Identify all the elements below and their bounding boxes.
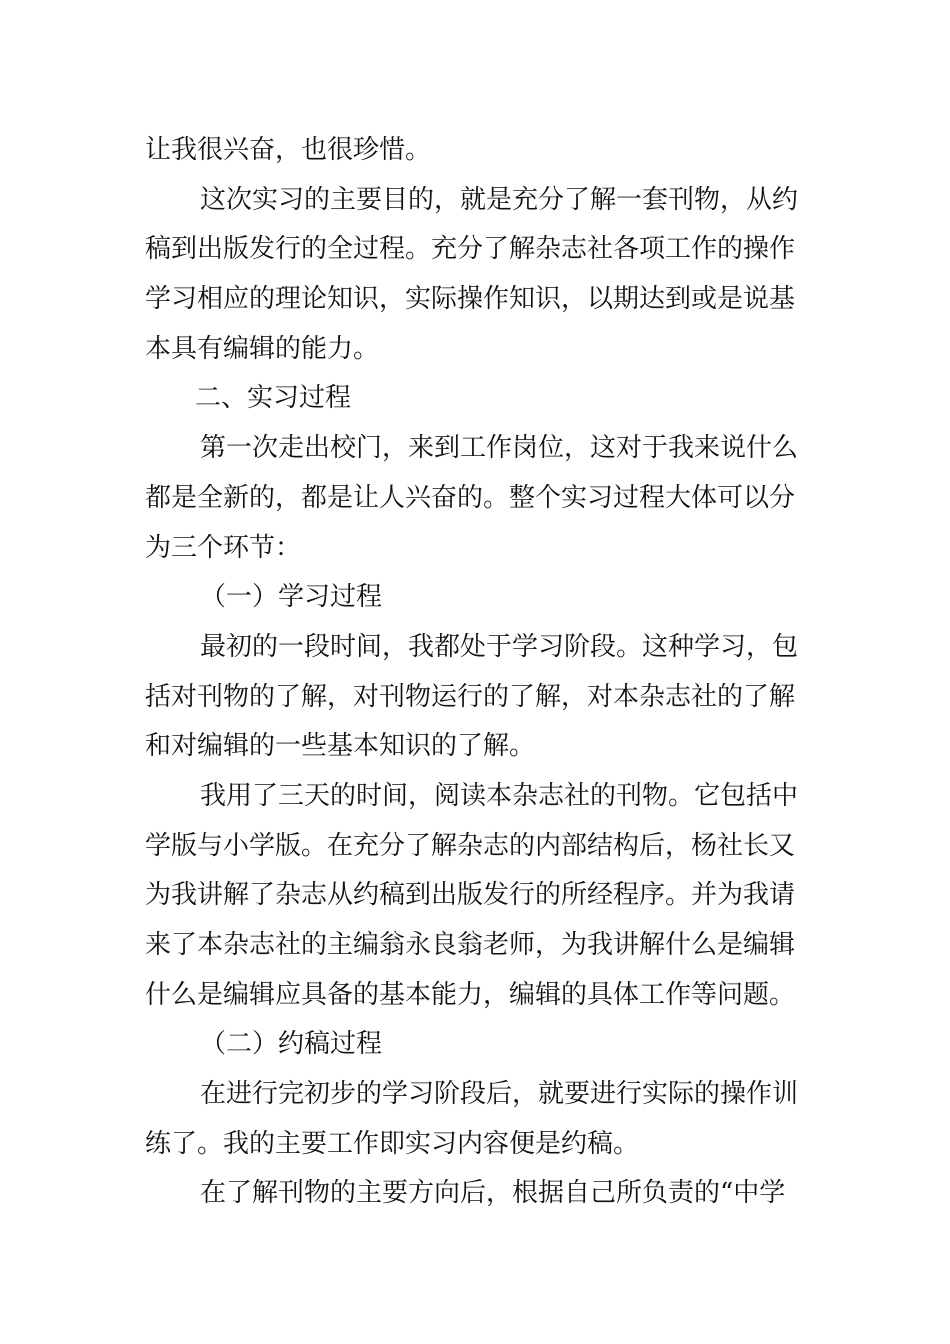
text-line: 为三个环节： <box>145 532 302 563</box>
subsection-heading: （一）学习过程 <box>200 582 383 613</box>
text-line: 括对刊物的了解，对刊物运行的了解，对本杂志社的了解 <box>145 681 796 712</box>
paragraph-first-line: 第一次走出校门，来到工作岗位，这对于我来说什么 <box>200 433 799 464</box>
text-line: 学版与小学版。在充分了解杂志的内部结构后，杨社长又 <box>145 830 796 861</box>
text-line: 都是全新的，都是让人兴奋的。整个实习过程大体可以分 <box>145 482 796 513</box>
body-text <box>145 126 811 1219</box>
text-line: 来了本杂志社的主编翁永良翁老师，为我讲解什么是编辑 <box>145 930 796 960</box>
paragraph-first-line: 在进行完初步的学习阶段后，就要进行实际的操作训 <box>200 1079 799 1110</box>
text-line: 和对编辑的一些基本知识的了解。 <box>145 731 536 762</box>
text-line: 本具有编辑的能力。 <box>145 333 380 364</box>
subsection-heading: （二）约稿过程 <box>200 1029 383 1060</box>
text-line: 学习相应的理论知识，实际操作知识，以期达到或是说基 <box>145 284 796 315</box>
text-line: 稿到出版发行的全过程。充分了解杂志社各项工作的操作 <box>145 234 796 265</box>
paragraph-first-line: 这次实习的主要目的，就是充分了解一套刊物，从约 <box>200 184 799 215</box>
paragraph-first-line: 在了解刊物的主要方向后，根据自己所负责的“中学 <box>200 1178 786 1209</box>
paragraph-first-line: 最初的一段时间，我都处于学习阶段。这种学习，包 <box>200 631 799 662</box>
text-line: 练了。我的主要工作即实习内容便是约稿。 <box>145 1128 640 1159</box>
text-line: 让我很兴奋，也很珍惜。 <box>145 135 432 165</box>
text-line: 什么是编辑应具备的基本能力，编辑的具体工作等问题。 <box>145 979 796 1010</box>
section-heading: 二、实习过程 <box>195 383 352 414</box>
text-line: 为我讲解了杂志从约稿到出版发行的所经程序。并为我请 <box>145 880 796 911</box>
paragraph-first-line: 我用了三天的时间，阅读本杂志社的刊物。它包括中 <box>200 780 799 811</box>
